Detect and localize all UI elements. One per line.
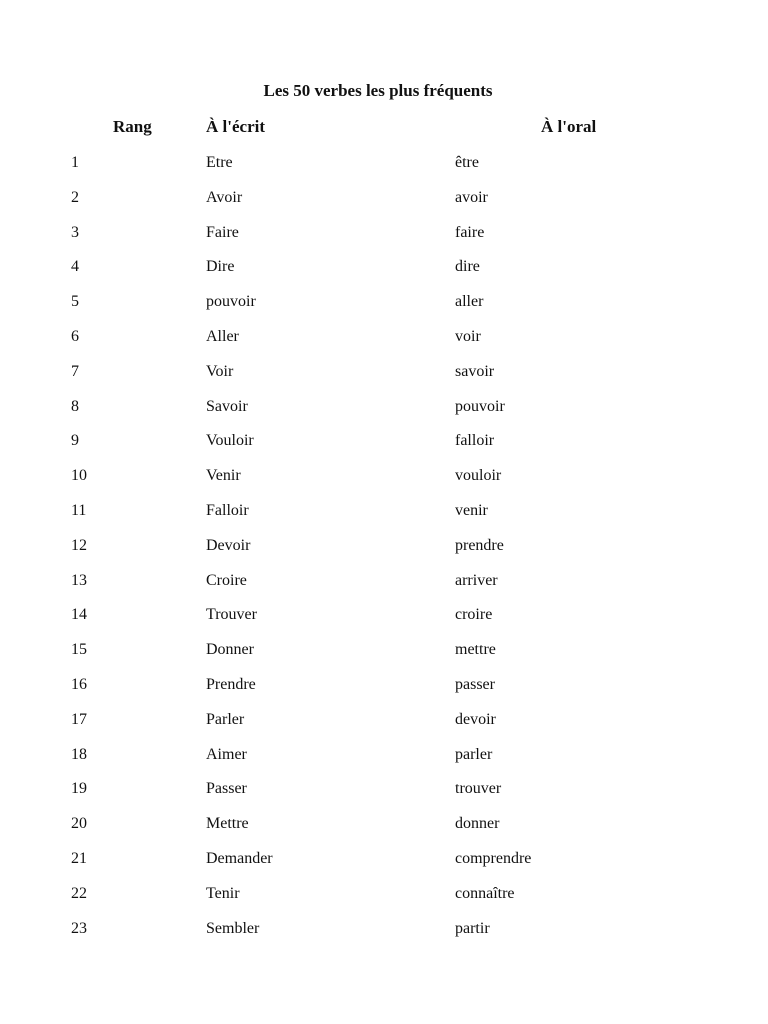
rank-cell: 2 [71,188,79,206]
written-verb-cell: Parler [206,710,245,728]
table-row [0,396,768,431]
rank-cell: 21 [71,849,87,867]
table-row [0,778,768,813]
rank-cell: 22 [71,884,87,902]
oral-verb-cell: pouvoir [455,397,505,415]
oral-verb-cell: voir [455,327,481,345]
oral-verb-cell: connaître [455,884,515,902]
oral-verb-cell: venir [455,501,488,519]
oral-verb-cell: vouloir [455,467,502,485]
written-verb-cell: Falloir [206,501,249,519]
table-header [0,116,768,138]
written-verb-cell: Etre [206,154,233,171]
column-header-oral: À l'oral [541,117,597,136]
oral-verb-cell: savoir [455,362,495,380]
table-row [0,430,768,465]
written-verb-cell: Tenir [206,884,240,902]
table-row [0,222,768,257]
oral-verb-cell: arriver [455,571,498,589]
written-verb-cell: Passer [206,780,247,798]
table-row [0,291,768,326]
oral-verb-cell: croire [455,606,493,624]
oral-verb-cell: passer [455,675,495,693]
rank-cell: 8 [71,397,79,415]
rank-cell: 4 [71,258,79,276]
table-row [0,744,768,779]
rank-cell: 18 [71,745,87,763]
rank-cell: 11 [71,501,87,519]
rank-cell: 19 [71,780,87,798]
table-row [0,604,768,639]
oral-verb-cell: aller [455,293,484,311]
table-row [0,152,768,187]
written-verb-cell: Aller [206,327,239,345]
written-verb-cell: Prendre [206,675,256,693]
written-verb-cell: Faire [206,223,239,241]
table-row [0,848,768,883]
rank-cell: 14 [71,606,87,624]
written-verb-cell: Donner [206,641,254,659]
table-row [0,500,768,535]
rank-cell: 9 [71,432,79,450]
verb-table [0,152,768,952]
column-header-rank: Rang [113,117,152,136]
table-row [0,326,768,361]
rank-cell: 23 [71,919,87,937]
written-verb-cell: Aimer [206,745,247,763]
written-verb-cell: Trouver [206,606,257,624]
written-verb-cell: Venir [206,467,241,485]
table-row [0,639,768,674]
written-verb-cell: Devoir [206,536,251,554]
written-verb-cell: Dire [206,258,235,276]
rank-cell: 7 [71,362,79,380]
table-row [0,570,768,605]
rank-cell: 3 [71,223,79,241]
table-row [0,883,768,918]
table-row [0,535,768,570]
oral-verb-cell: partir [455,919,490,937]
table-row [0,674,768,709]
rank-cell: 12 [71,536,87,554]
written-verb-cell: Sembler [206,919,260,937]
oral-verb-cell: falloir [455,432,495,450]
rank-cell: 10 [71,467,87,485]
written-verb-cell: Avoir [206,188,243,206]
written-verb-cell: Vouloir [206,432,254,450]
rank-cell: 5 [71,293,79,311]
written-verb-cell: pouvoir [206,293,256,311]
oral-verb-cell: faire [455,223,485,241]
table-row [0,465,768,500]
table-row [0,256,768,291]
rank-cell: 16 [71,675,87,693]
oral-verb-cell: trouver [455,780,502,798]
column-header-written: À l'écrit [206,117,265,136]
rank-cell: 20 [71,815,87,833]
rank-cell: 6 [71,327,79,345]
written-verb-cell: Croire [206,571,247,589]
written-verb-cell: Mettre [206,815,249,833]
written-verb-cell: Voir [206,362,234,380]
written-verb-cell: Demander [206,849,273,867]
oral-verb-cell: prendre [455,536,504,554]
oral-verb-cell: être [455,154,479,171]
page-title: Les 50 verbes les plus fréquents [263,81,493,100]
rank-cell: 15 [71,641,87,659]
table-row [0,361,768,396]
oral-verb-cell: comprendre [455,849,532,867]
table-row [0,709,768,744]
oral-verb-cell: dire [455,258,480,276]
oral-verb-cell: mettre [455,641,496,659]
table-row [0,813,768,848]
rank-cell: 17 [71,710,87,728]
oral-verb-cell: donner [455,815,500,833]
oral-verb-cell: parler [455,745,493,763]
oral-verb-cell: devoir [455,710,496,728]
table-row [0,187,768,222]
table-row [0,918,768,953]
rank-cell: 13 [71,571,87,589]
rank-cell: 1 [71,154,79,171]
written-verb-cell: Savoir [206,397,248,415]
oral-verb-cell: avoir [455,188,488,206]
